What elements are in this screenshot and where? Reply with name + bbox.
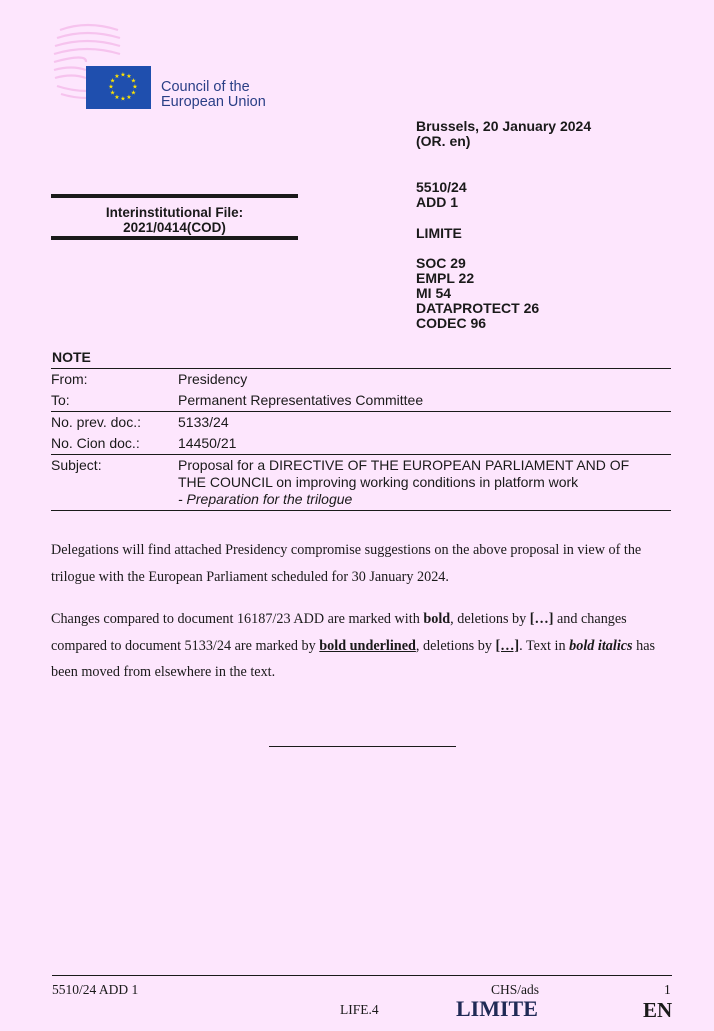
table-row (51, 433, 671, 455)
row-value: Permanent Representatives Committee (178, 392, 424, 408)
row-value: 5133/24 (178, 412, 671, 434)
svg-text:★: ★ (114, 73, 120, 81)
svg-text:★: ★ (114, 93, 120, 101)
table-row (51, 369, 671, 391)
row-value: 14450/21 (178, 435, 237, 451)
svg-text:★: ★ (130, 89, 137, 97)
svg-text:★: ★ (109, 89, 116, 97)
body-paragraph-1: Delegations will find attached Presidency compromise suggestions on the above proposal in view of the trilogue with the European Parliament scheduled for 30 January 2024. (51, 542, 642, 585)
footer-doc-ref: 5510/24 ADD 1 (52, 982, 139, 997)
interinstitutional-file-box (51, 194, 298, 240)
doc-number-block (416, 180, 467, 210)
footer-classification: LIMITE (456, 996, 538, 1021)
footer-initials: CHS/ads (491, 982, 540, 997)
svg-text:★: ★ (132, 83, 138, 91)
footer-language: EN (643, 998, 673, 1022)
place-date-block (416, 119, 591, 149)
original-language: (OR. en) (416, 133, 471, 149)
interinstitutional-label: Interinstitutional File: (105, 205, 244, 220)
separator-line (269, 746, 456, 747)
svg-text:★: ★ (109, 77, 116, 85)
svg-text:★: ★ (120, 71, 126, 79)
code: DATAPROTECT 26 (416, 300, 540, 316)
interinstitutional-number: 2021/0414(COD) (123, 220, 226, 235)
classification: LIMITE (416, 225, 462, 241)
footer-department: LIFE.4 (340, 1002, 379, 1017)
subject-label: Subject: (51, 455, 178, 511)
table-row (51, 412, 671, 434)
place-date: Brussels, 20 January 2024 (416, 118, 592, 134)
row-label: To: (51, 392, 70, 408)
svg-text:★: ★ (108, 83, 114, 91)
code: CODEC 96 (416, 315, 487, 331)
footer-rule (52, 975, 672, 976)
organisation-name: Council of the European Union (161, 79, 266, 110)
footer-page-number: 1 (664, 982, 671, 997)
table-row (51, 390, 671, 412)
doc-addendum: ADD 1 (416, 194, 459, 210)
subject-codes (416, 256, 539, 331)
svg-text:★: ★ (126, 93, 132, 101)
doc-number: 5510/24 (416, 179, 467, 195)
code: SOC 29 (416, 255, 466, 271)
svg-text:★: ★ (120, 95, 126, 103)
row-label: From: (51, 369, 178, 391)
body-paragraph-2: Changes compared to document 16187/23 ADD are marked with bold, deletions by […] and changes compared to document 5133/24 are marked by bold underlined, deletions by […]. Text in bold italics has been moved from elsewhere in the text. (51, 611, 656, 680)
table-row (51, 455, 671, 511)
row-label: No. Cion doc.: (51, 435, 140, 451)
code: EMPL 22 (416, 270, 475, 286)
row-label: No. prev. doc.: (51, 412, 178, 434)
note-table (51, 368, 671, 511)
svg-text:★: ★ (126, 73, 132, 81)
code: MI 54 (416, 285, 452, 301)
row-value: Presidency (178, 369, 671, 391)
svg-text:★: ★ (130, 77, 137, 85)
subject-value: Proposal for a DIRECTIVE OF THE EUROPEAN PARLIAMENT AND OF THE COUNCIL on improving working conditions in platform work - Preparation for the trilogue (178, 455, 671, 511)
eu-flag-icon (86, 66, 151, 109)
note-title: NOTE (52, 349, 91, 365)
